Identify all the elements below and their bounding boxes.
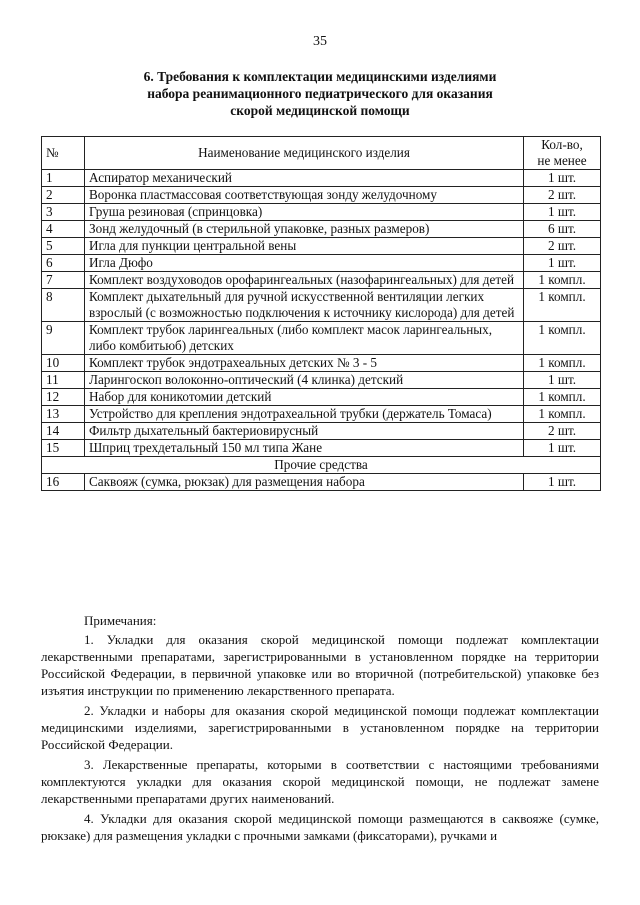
row-number: 7 [42,272,85,289]
row-item-name: Комплект дыхательный для ручной искусственной вентиляции легких взрослый (с возможностью подключения к источнику кислорода) для детей [85,289,524,322]
note-item: 2. Укладки и наборы для оказания скорой медицинской помощи подлежат комплектации медицинскими изделиями, зарегистрированными в установленном порядке на территории Российской Федерации. [41,703,599,752]
row-item-name: Фильтр дыхательный бактериовирусный [85,423,524,440]
row-quantity: 2 шт. [524,238,601,255]
row-number: 4 [42,221,85,238]
note-item: 3. Лекарственные препараты, которыми в соответствии с настоящими требованиями комплектуются укладки для оказания скорой медицинской помощи, не подлежат замене лекарственными препаратами других наименований. [41,757,599,806]
row-number: 5 [42,238,85,255]
row-number: 15 [42,440,85,457]
row-number: 8 [42,289,85,322]
table-row [42,255,601,272]
row-quantity: 1 компл. [524,289,601,322]
row-item-name: Шприц трехдетальный 150 мл типа Жане [85,440,524,457]
table-row [42,423,601,440]
table-header-row [42,137,601,170]
row-quantity: 1 шт. [524,170,601,187]
header-number: № [42,137,85,170]
table-row [42,372,601,389]
row-item-name: Саквояж (сумка, рюкзак) для размещения набора [85,474,524,491]
row-number: 6 [42,255,85,272]
table-row [42,440,601,457]
row-number: 16 [42,474,85,491]
section-title [60,68,580,119]
row-number: 14 [42,423,85,440]
row-number: 12 [42,389,85,406]
row-number: 9 [42,322,85,355]
table-row [42,474,601,491]
table-row [42,187,601,204]
table-body [42,170,601,457]
row-number: 13 [42,406,85,423]
table-row [42,406,601,423]
other-table-body [42,474,601,491]
row-item-name: Набор для коникотомии детский [85,389,524,406]
row-number: 1 [42,170,85,187]
row-number: 10 [42,355,85,372]
table-row [42,204,601,221]
row-quantity: 1 компл. [524,389,601,406]
table-row [42,238,601,255]
row-item-name: Ларингоскоп волоконно-оптический (4 клинка) детский [85,372,524,389]
row-quantity: 1 шт. [524,372,601,389]
row-number: 3 [42,204,85,221]
row-item-name: Игла Дюфо [85,255,524,272]
equipment-table [41,136,601,491]
note-item: 4. Укладки для оказания скорой медицинской помощи размещаются в саквояже (сумке, рюкзаке) для размещения укладки с прочными замками (фиксаторами), ручками и [41,811,599,843]
row-quantity: 1 шт. [524,204,601,221]
row-quantity: 1 компл. [524,355,601,372]
row-quantity: 1 шт. [524,474,601,491]
row-number: 2 [42,187,85,204]
row-item-name: Комплект трубок эндотрахеальных детских № 3 - 5 [85,355,524,372]
row-number: 11 [42,372,85,389]
notes-block [41,612,599,847]
header-quantity-line: не менее [537,153,587,168]
table-row [42,272,601,289]
notes-heading: Примечания: [84,613,157,628]
row-quantity: 1 шт. [524,440,601,457]
row-quantity: 1 компл. [524,406,601,423]
row-quantity: 1 компл. [524,272,601,289]
row-item-name: Воронка пластмассовая соответствующая зонду желудочному [85,187,524,204]
table-row [42,389,601,406]
table-row [42,170,601,187]
section-title-line: набора реанимационного педиатрического для оказания [147,86,493,101]
row-item-name: Устройство для крепления эндотрахеальной трубки (держатель Томаса) [85,406,524,423]
section-title-line: 6. Требования к комплектации медицинскими изделиями [143,69,497,84]
header-quantity [524,137,601,170]
table-row [42,221,601,238]
row-quantity: 2 шт. [524,187,601,204]
row-item-name: Груша резиновая (спринцовка) [85,204,524,221]
notes-list [41,631,599,844]
row-quantity: 1 компл. [524,322,601,355]
table-row [42,355,601,372]
row-item-name: Игла для пункции центральной вены [85,238,524,255]
header-name: Наименование медицинского изделия [85,137,524,170]
row-quantity: 1 шт. [524,255,601,272]
header-quantity-line: Кол-во, [541,137,583,152]
table-row [42,322,601,355]
note-item: 1. Укладки для оказания скорой медицинской помощи подлежат комплектации лекарственными препаратами, зарегистрированными в установленном порядке на территории Российской Федерации, в первичной упаковке или во вторичной (потребительской) упаковке без изъятия инструкции по применению лекарственного препарата. [41,632,599,698]
row-item-name: Комплект воздуховодов орофарингеальных (назофарингеальных) для детей [85,272,524,289]
page-number: 35 [313,34,327,49]
row-item-name: Аспиратор механический [85,170,524,187]
row-item-name: Комплект трубок ларингеальных (либо комплект масок ларингеальных, либо комбитьюб) детских [85,322,524,355]
section-label: Прочие средства [42,457,601,474]
row-quantity: 2 шт. [524,423,601,440]
section-body [42,457,601,474]
table-row [42,289,601,322]
row-quantity: 6 шт. [524,221,601,238]
row-item-name: Зонд желудочный (в стерильной упаковке, разных размеров) [85,221,524,238]
section-row [42,457,601,474]
section-title-line: скорой медицинской помощи [230,103,410,118]
